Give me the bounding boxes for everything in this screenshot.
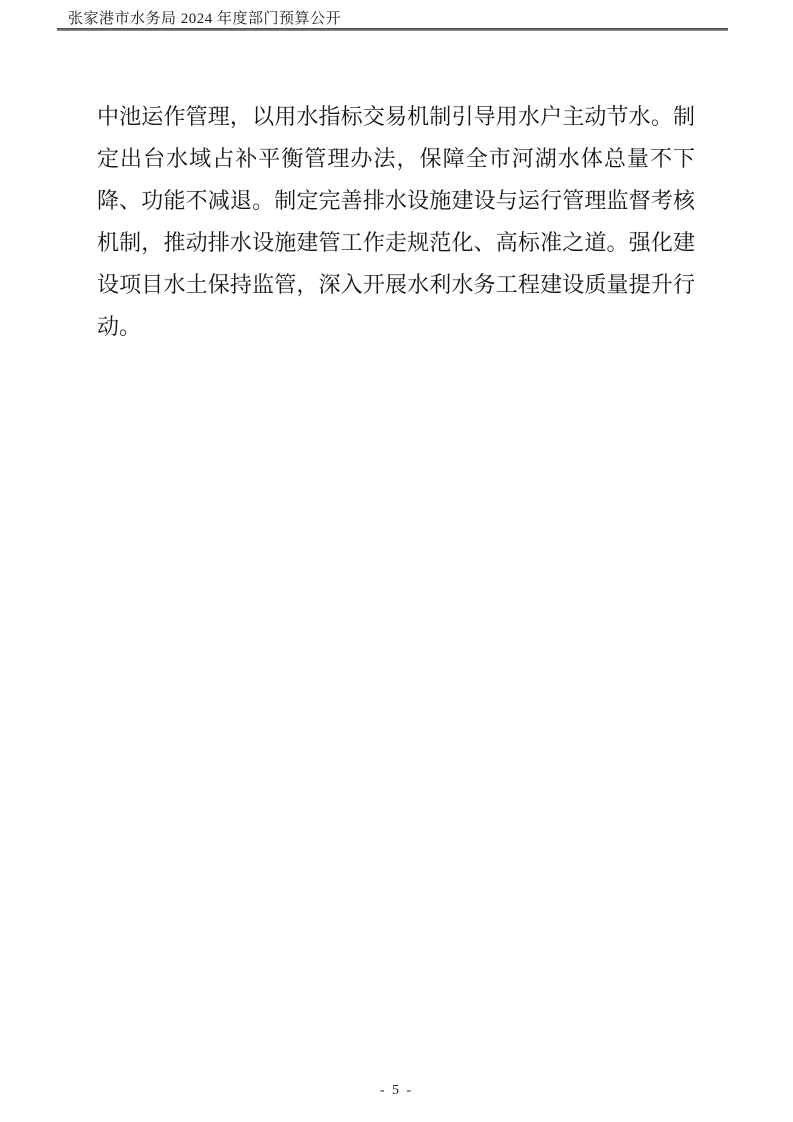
paragraph-line: 定出台水域占补平衡管理办法，保障全市河湖水体总量不下: [97, 146, 695, 171]
paragraph-line: 设项目水土保持监管，深入开展水利水务工程建设质量提升行: [97, 272, 695, 297]
header-rule: [57, 28, 728, 31]
paragraph-line: 机制，推动排水设施建管工作走规范化、高标准之道。强化建: [97, 230, 695, 255]
page-footer: [0, 1083, 793, 1099]
paragraph-line: 动。: [97, 314, 142, 339]
paragraph-line: 降、功能不减退。制定完善排水设施建设与运行管理监督考核: [97, 188, 695, 213]
page-number: - 5 -: [379, 1083, 414, 1098]
body-paragraph: [97, 96, 695, 348]
page-header-title: 张家港市水务局 2024 年度部门预算公开: [68, 11, 342, 27]
paragraph-line: 中池运作管理，以用水指标交易机制引导用水户主动节水。制: [97, 104, 695, 129]
